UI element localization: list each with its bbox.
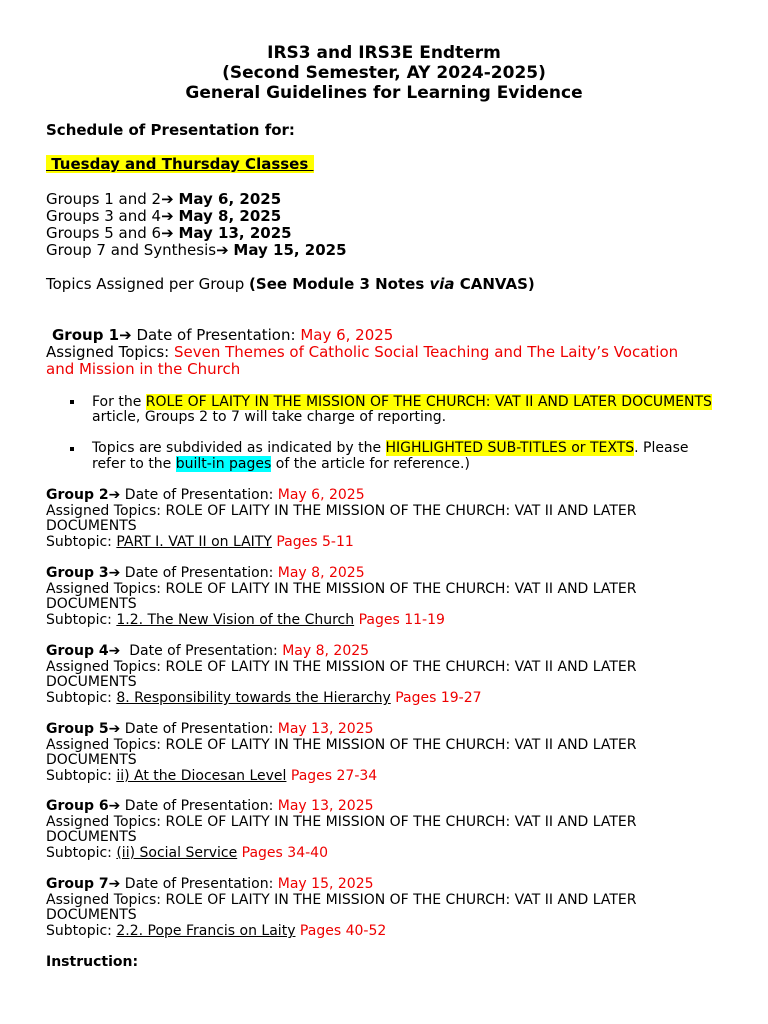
subtopic-title: PART I. VAT II on LAITY (116, 534, 272, 550)
subtopic-line (46, 924, 386, 940)
subtopic-line (46, 535, 354, 551)
title-line-3: General Guidelines for Learning Evidence (185, 83, 583, 103)
schedule-row (46, 225, 292, 242)
subtopic-line (46, 846, 328, 862)
schedule-row-label: Groups 5 and 6 (46, 224, 162, 242)
bullet-1-highlight: ROLE OF LAITY IN THE MISSION OF THE CHURCH: VAT II AND LATER DOCUMENTS (145, 394, 712, 410)
assigned-topics-cont: DOCUMENTS (46, 907, 137, 923)
schedule-row-date: May 6, 2025 (178, 190, 282, 208)
topics-text: Seven Themes of Catholic Social Teaching and The Laity’s Vocation (173, 343, 679, 361)
group-1-topics-cont: and Mission in the Church (46, 360, 241, 378)
subtopic-prefix: Subtopic: (46, 690, 117, 706)
title-line-2: (Second Semester, AY 2024-2025) (222, 63, 546, 83)
topics-note-bold: (See Module 3 Notes (249, 275, 430, 293)
group-header (46, 799, 374, 815)
bullet-2-highlight: HIGHLIGHTED SUB-TITLES or TEXTS (385, 440, 635, 456)
schedule-row-label: Groups 3 and 4 (46, 207, 162, 225)
subtopic-prefix: Subtopic: (46, 923, 117, 939)
date-prefix: Date of Presentation: (131, 326, 301, 344)
schedule-row (46, 191, 281, 208)
arrow-icon: ➔ (119, 326, 132, 344)
date-prefix: Date of Presentation: (124, 643, 283, 659)
group-header (46, 566, 365, 582)
subtopic-prefix: Subtopic: (46, 534, 117, 550)
schedule-row-label: Groups 1 and 2 (46, 190, 162, 208)
bullet-2-post: . Please (634, 440, 689, 456)
subtopic-pages: Pages 11-19 (354, 612, 445, 628)
group-label: Group 7 (46, 876, 109, 892)
presentation-date: May 15, 2025 (277, 876, 374, 892)
title-line-1: IRS3 and IRS3E Endterm (267, 43, 501, 63)
group-header (46, 722, 374, 738)
group-header (46, 644, 369, 660)
group-label: Group 4 (46, 643, 109, 659)
subtopic-prefix: Subtopic: (46, 845, 117, 861)
group-header (46, 488, 365, 504)
arrow-icon: ➔ (108, 876, 121, 892)
group-label: Group 5 (46, 721, 109, 737)
assigned-topics-line: Assigned Topics: ROLE OF LAITY IN THE MISSION OF THE CHURCH: VAT II AND LATER (46, 580, 637, 597)
group-1-header (52, 327, 393, 344)
topics-prefix: Assigned Topics: (46, 343, 174, 361)
bullet-2-line2-pre: refer to the (92, 456, 176, 472)
arrow-icon: ➔ (161, 190, 174, 208)
assigned-topics-line: Assigned Topics: ROLE OF LAITY IN THE MISSION OF THE CHURCH: VAT II AND LATER (46, 502, 637, 519)
assigned-topics-line: Assigned Topics: ROLE OF LAITY IN THE MISSION OF THE CHURCH: VAT II AND LATER (46, 658, 637, 675)
group-label: Group 2 (46, 487, 109, 503)
presentation-date: May 8, 2025 (277, 565, 365, 581)
date-prefix: Date of Presentation: (120, 565, 278, 581)
group-1-topics (46, 344, 678, 361)
group-label: Group 1 (52, 326, 120, 344)
instruction-heading: Instruction: (46, 954, 139, 970)
subtopic-pages: Pages 40-52 (295, 923, 387, 939)
subtopic-title: 8. Responsibility towards the Hierarchy (116, 690, 391, 706)
subtopic-title: ii) At the Diocesan Level (116, 768, 287, 784)
arrow-icon: ➔ (108, 487, 121, 503)
subtopic-title: 2.2. Pope Francis on Laity (116, 923, 296, 939)
group-label: Group 6 (46, 798, 109, 814)
bullet-2-cyan-highlight: built-in pages (175, 456, 272, 472)
assigned-topics-cont: DOCUMENTS (46, 596, 137, 612)
subtopic-title: 1.2. The New Vision of the Church (116, 612, 355, 628)
presentation-date: May 6, 2025 (300, 326, 394, 344)
class-days-banner (46, 156, 314, 173)
bullet-icon (70, 400, 74, 404)
subtopic-pages: Pages 5-11 (271, 534, 354, 550)
subtopic-pages: Pages 19-27 (390, 690, 482, 706)
subtopic-prefix: Subtopic: (46, 768, 117, 784)
schedule-row-label: Group 7 and Synthesis (46, 241, 217, 259)
bullet-icon (70, 447, 74, 451)
bullet-2-line-1 (92, 441, 689, 457)
presentation-date: May 13, 2025 (277, 798, 374, 814)
assigned-topics-cont: DOCUMENTS (46, 752, 137, 768)
arrow-icon: ➔ (108, 721, 121, 737)
subtopic-line (46, 769, 377, 785)
bullet-2-line-2 (92, 457, 470, 473)
assigned-topics-line: Assigned Topics: ROLE OF LAITY IN THE MISSION OF THE CHURCH: VAT II AND LATER (46, 736, 637, 753)
bullet-2-pre: Topics are subdivided as indicated by the (92, 440, 386, 456)
subtopic-line (46, 613, 445, 629)
assigned-topics-line: Assigned Topics: ROLE OF LAITY IN THE MISSION OF THE CHURCH: VAT II AND LATER (46, 813, 637, 830)
subtopic-prefix: Subtopic: (46, 612, 117, 628)
subtopic-pages: Pages 34-40 (237, 845, 328, 861)
subtopic-line (46, 691, 482, 707)
date-prefix: Date of Presentation: (120, 721, 278, 737)
presentation-date: May 8, 2025 (282, 643, 370, 659)
arrow-icon: ➔ (108, 643, 121, 659)
date-prefix: Date of Presentation: (120, 876, 278, 892)
arrow-icon: ➔ (216, 241, 229, 259)
topics-note-bold-end: CANVAS) (454, 275, 535, 293)
group-header (46, 877, 374, 893)
class-days-text: Tuesday and Thursday Classes (46, 155, 314, 173)
assigned-topics-cont: DOCUMENTS (46, 829, 137, 845)
date-prefix: Date of Presentation: (120, 798, 278, 814)
subtopic-pages: Pages 27-34 (286, 768, 378, 784)
schedule-row-date: May 13, 2025 (178, 224, 292, 242)
schedule-row (46, 242, 347, 259)
bullet-2-line2-post: of the article for reference.) (271, 456, 470, 472)
schedule-row-date: May 15, 2025 (233, 241, 347, 259)
presentation-date: May 6, 2025 (277, 487, 365, 503)
assigned-topics-cont: DOCUMENTS (46, 518, 137, 534)
schedule-row (46, 208, 281, 225)
arrow-icon: ➔ (161, 224, 174, 242)
arrow-icon: ➔ (108, 565, 121, 581)
bullet-1-pre: For the (92, 394, 146, 410)
topics-assigned-line (46, 276, 535, 293)
schedule-heading: Schedule of Presentation for: (46, 121, 295, 139)
topics-note-italic: via (429, 275, 455, 293)
presentation-date: May 13, 2025 (277, 721, 374, 737)
topics-prefix: Topics Assigned per Group (46, 275, 250, 293)
assigned-topics-cont: DOCUMENTS (46, 674, 137, 690)
assigned-topics-line: Assigned Topics: ROLE OF LAITY IN THE MISSION OF THE CHURCH: VAT II AND LATER (46, 891, 637, 908)
arrow-icon: ➔ (108, 798, 121, 814)
group-label: Group 3 (46, 565, 109, 581)
date-prefix: Date of Presentation: (120, 487, 278, 503)
bullet-1-line-2: article, Groups 2 to 7 will take charge of reporting. (92, 409, 447, 425)
schedule-row-date: May 8, 2025 (178, 207, 282, 225)
subtopic-title: (ii) Social Service (116, 845, 238, 861)
arrow-icon: ➔ (161, 207, 174, 225)
